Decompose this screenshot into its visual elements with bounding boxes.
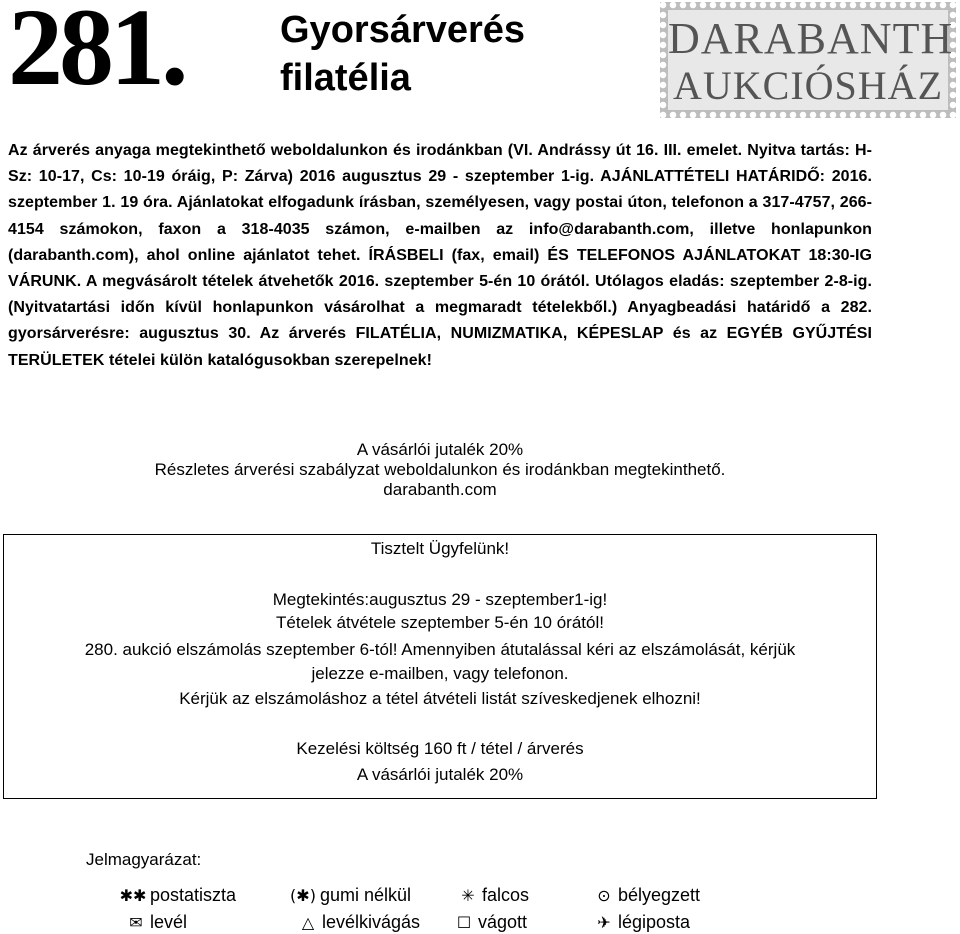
commission-info [0,440,880,500]
envelope-icon: ✉ [129,913,143,932]
legend-title: Jelmagyarázat: [86,850,202,869]
notice-pickup: Tételek átvétele szeptember 5-én 10 órától! [276,613,604,632]
notice-handling-fee: Kezelési költség 160 ft / tétel / árverés [296,739,584,758]
airplane-icon: ✈ [597,913,611,932]
notice-greeting: Tisztelt Ügyfelünk! [370,539,510,558]
legend-item [118,884,236,907]
triangle-icon: △ [301,913,315,932]
website-line: darabanth.com [383,480,497,499]
logo-plate [668,10,954,110]
notice-bring-list: Kérjük az elszámoláshoz a tétel átvételi listát szíveskedjenek elhozni! [179,689,701,708]
intro-paragraph: Az árverés anyaga megtekinthető weboldalunkon és irodánkban (VI. Andrássy út 16. III. emelet. Nyitva tartás: H-Sz: 10-17, Cs: 10-19 óráig, P: Zárva) 2016 augusztus 29 - szeptember 1-ig. AJÁNLATTÉTELI HATÁRIDŐ: 2016. szeptember 1. 19 óra. Ajánlatokat elfogadunk írásban, személyesen, vagy postai úton, telefonon a 317-4757, 266-4154 számokon, faxon a 318-4035 számon, e-mailben az info@darabanth.com, illetve honlapunkon (darabanth.com), ahol online ajánlatot tehet. ÍRÁSBELI (fax, email) ÉS TELEFONOS AJÁNLATOKAT 18:30-IG VÁRUNK. A megvásárolt tételek átvehetők 2016. szeptember 5-én 10 órától. Utólagos eladás: szeptember 2-8-ig. (Nyitvatartási időn kívül honlapunkon vásárolhat a megmaradt tételekből.) Anyagbeadási határidő a 282. gyorsárverésre: augusztus 30. Az árverés FILATÉLIA, NUMIZMATIKA, KÉPESLAP és az EGYÉB GYŰJTÉSI TERÜLETEK tételei külön katalógusokban szerepelnek! [8,142,872,369]
legend-item [288,884,411,907]
logo-line2: AUKCIÓSHÁZ [673,63,943,108]
logo-line1: DARABANTH [668,14,954,63]
legend-item [296,911,420,934]
legend-item [592,911,690,934]
legend-item [452,911,527,934]
asterisk-in-parentheses-icon: (✱) [290,886,316,905]
double-asterisk-icon: ✱✱ [119,886,147,905]
legend-label: falcos [482,885,530,905]
legend-label: levél [150,912,188,932]
legend-label: levélkivágás [322,912,421,932]
notice-settlement: 280. aukció elszámolás szeptember 6-tól! Amennyiben átutalással kéri az elszámolását, kérjük [84,640,796,659]
catalog-number: 281. [8,0,185,108]
darabanth-logo [660,2,956,118]
notice-contact: jelezze e-mailben, vagy telefonon. [311,664,569,683]
commission-line: A vásárlói jutalék 20% [356,440,524,459]
circled-dot-icon: ⊙ [597,886,611,905]
customer-notice-box [3,534,877,799]
legend-item [124,911,187,934]
rules-line: Részletes árverési szabályzat weboldalunkon és irodánkban megtekinthető. [154,460,726,479]
legend-label: postatiszta [150,885,237,905]
catalog-title-line1: Gyorsárverés [280,9,526,51]
legend-item [592,884,700,907]
notice-commission: A vásárlói jutalék 20% [356,765,524,784]
square-icon: ☐ [456,913,472,932]
legend-label: bélyegzett [618,885,701,905]
asterisk-icon: ✳ [461,886,475,905]
notice-viewing: Megtekintés:augusztus 29 - szeptember1-ig! [272,590,608,609]
legend-label: légiposta [618,912,691,932]
legend-item [456,884,529,907]
catalog-title [280,6,525,102]
legend-label: gumi nélkül [320,885,412,905]
legend-label: vágott [478,912,528,932]
catalog-title-line2: filatélia [280,57,411,99]
